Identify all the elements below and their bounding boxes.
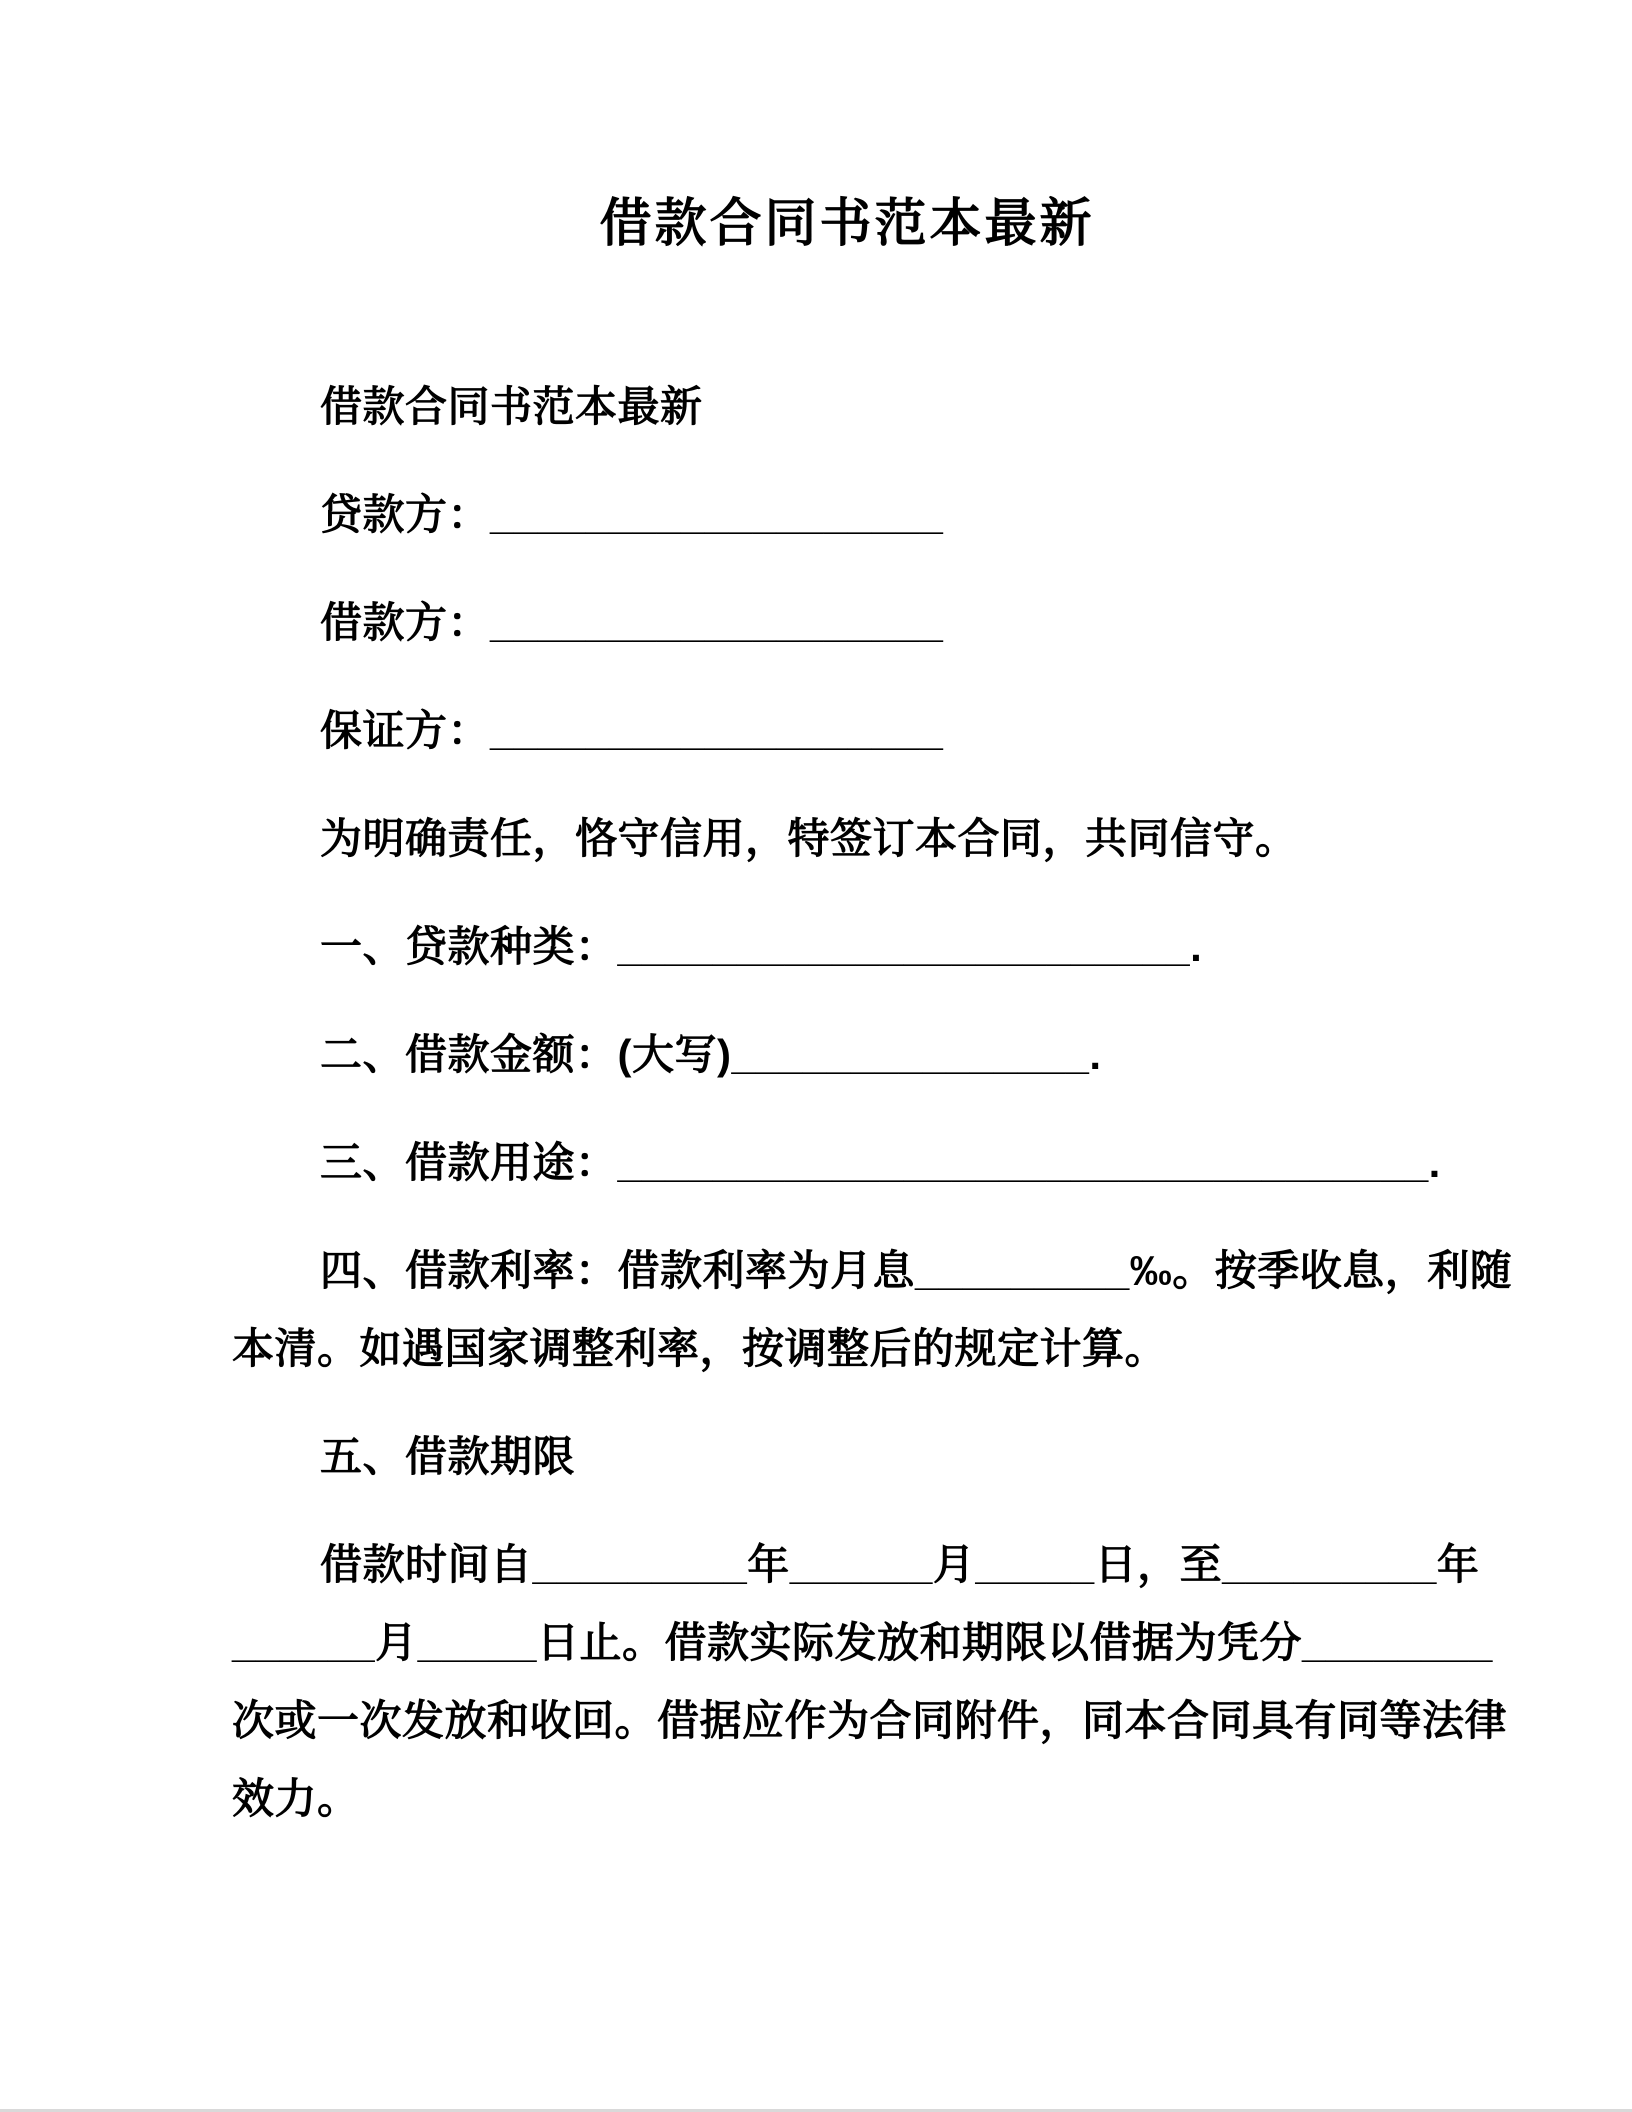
item-loan-amount-line: 二、借款金额：(大写)_______________. — [320, 1031, 1102, 1078]
paragraph-item-loan-use — [232, 1124, 1462, 1202]
loan-term-line-4: 效力。 — [232, 1775, 360, 1822]
paragraph-item-loan-amount — [232, 1016, 1462, 1094]
item-loan-type-line: 一、贷款种类：________________________. — [320, 923, 1203, 970]
item-loan-use-line: 三、借款用途：__________________________________. — [320, 1139, 1441, 1186]
item-loan-rate-line-2: 本清。如遇国家调整利率，按调整后的规定计算。 — [232, 1325, 1168, 1372]
paragraph-item-loan-type — [232, 908, 1462, 986]
paragraph-loan-term-body — [232, 1526, 1508, 1838]
paragraph-guarantor-field — [232, 692, 1462, 770]
item-loan-term-heading-line: 五、借款期限 — [320, 1433, 576, 1480]
paragraph-borrower-field — [232, 584, 1462, 662]
loan-term-line-3: 次或一次发放和收回。借据应作为合同附件，同本合同具有同等法律 — [232, 1697, 1508, 1744]
loan-term-line-1: 借款时间自_________年______月_____日，至_________年 — [320, 1541, 1480, 1588]
lender-field-line: 贷款方：___________________ — [320, 491, 944, 538]
guarantor-field-line: 保证方：___________________ — [320, 707, 944, 754]
paragraph-lender-field — [232, 476, 1462, 554]
paragraph-subtitle — [232, 368, 1462, 446]
preamble-line: 为明确责任，恪守信用，特签订本合同，共同信守。 — [320, 815, 1298, 862]
paragraph-item-loan-term-heading — [232, 1418, 1462, 1496]
item-loan-rate-line-1: 四、借款利率：借款利率为月息_________‰。按季收息，利随 — [320, 1247, 1513, 1294]
document-title: 借款合同书范本最新 — [599, 195, 1095, 253]
loan-term-line-2: ______月_____日止。借款实际发放和期限以借据为凭分________ — [232, 1619, 1493, 1666]
paragraph-item-loan-rate — [232, 1232, 1513, 1388]
subtitle-line: 借款合同书范本最新 — [320, 383, 703, 430]
borrower-field-line: 借款方：___________________ — [320, 599, 944, 646]
paragraph-preamble — [232, 800, 1462, 878]
